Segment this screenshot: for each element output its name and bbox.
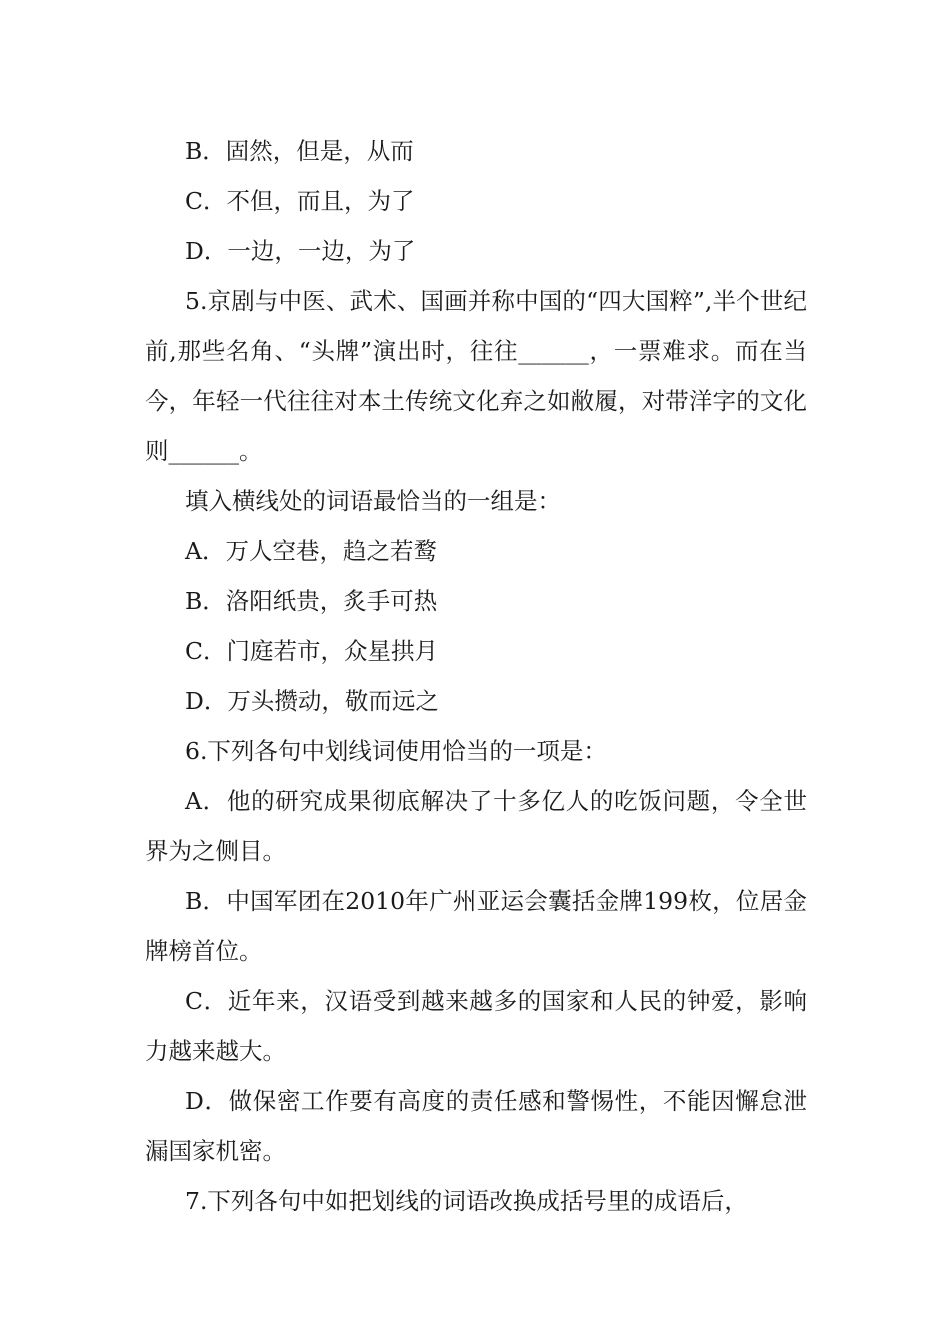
q4-option-d: D．一边，一边，为了 bbox=[185, 237, 416, 265]
q5-stem: 5.京剧与中医、武术、国画并称中国的“四大国粹”,半个世纪前,那些名角、“头牌”演出时，往往______，一票难求。而在当今，年轻一代往往对本土传统文化弃之如敝履，对带洋字的文化则______。 bbox=[145, 287, 807, 465]
q6-option-a: A．他的研究成果彻底解决了十多亿人的吃饭问题，令全世界为之侧目。 bbox=[145, 787, 807, 865]
q4-option-c: C．不但，而且，为了 bbox=[185, 187, 415, 215]
q5-option-d: D．万头攒动，敬而远之 bbox=[185, 687, 439, 715]
q4-option-b: B．固然，但是，从而 bbox=[185, 137, 414, 165]
document-body bbox=[145, 126, 807, 1226]
q6-option-b: B．中国军团在2010年广州亚运会囊括金牌199枚，位居金牌榜首位。 bbox=[145, 887, 807, 965]
q6-stem: 6.下列各句中划线词使用恰当的一项是： bbox=[185, 737, 607, 765]
q6-option-d: D．做保密工作要有高度的责任感和警惕性，不能因懈怠泄漏国家机密。 bbox=[145, 1087, 807, 1165]
q5-option-c: C．门庭若市，众星拱月 bbox=[185, 637, 438, 665]
q7-stem: 7.下列各句中如把划线的词语改换成括号里的成语后， bbox=[185, 1187, 748, 1215]
q5-option-b: B．洛阳纸贵，炙手可热 bbox=[185, 587, 438, 615]
q5-option-a: A．万人空巷，趋之若鹜 bbox=[185, 537, 437, 565]
q6-option-c: C．近年来，汉语受到越来越多的国家和人民的钟爱，影响力越来越大。 bbox=[145, 987, 807, 1065]
q5-prompt: 填入横线处的词语最恰当的一组是： bbox=[185, 487, 561, 515]
